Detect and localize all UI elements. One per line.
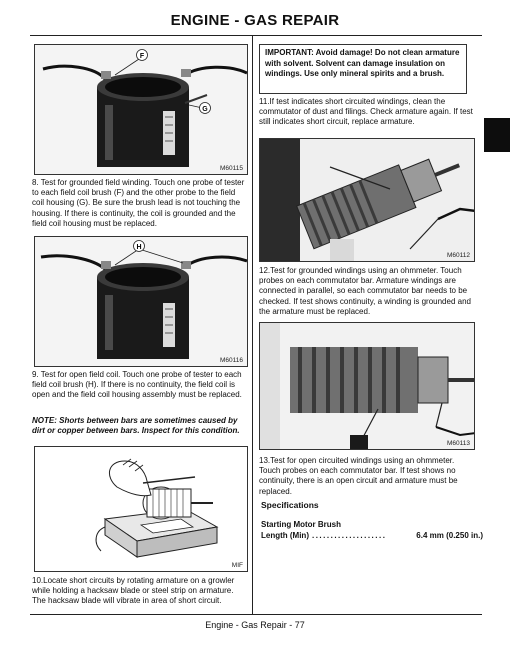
callout-H: H bbox=[136, 244, 142, 251]
column-divider bbox=[252, 36, 253, 614]
specifications-heading: Specifications bbox=[261, 500, 319, 510]
growler-line-drawing bbox=[35, 447, 248, 572]
callout-G: G bbox=[202, 106, 208, 113]
title-rule bbox=[30, 35, 482, 36]
figure-code: M60113 bbox=[446, 440, 470, 447]
field-coil-open-test-illustration bbox=[35, 237, 248, 367]
step-8-text: 8. Test for grounded field winding. Touch one probe of tester to each field coil brush (F) and the other probe to the field coil housing (G). Be sure the brush lead is not touching the housing. If there is continuity, the coil is grounded and the field coil housing must be replaced. bbox=[32, 178, 245, 228]
armature-photo-open bbox=[260, 323, 475, 450]
figure-code: M60115 bbox=[219, 165, 243, 172]
figure-armature-ground-test bbox=[259, 138, 475, 262]
figure-field-coil-ground-test bbox=[34, 44, 248, 175]
note-text: NOTE: Shorts between bars are sometimes caused by dirt or copper between bars. Inspect for this condition. bbox=[32, 416, 240, 436]
figure-open-field-coil-test bbox=[34, 236, 248, 367]
important-notice: IMPORTANT: Avoid damage! Do not clean armature with solvent. Solvent can damage insulation on windings. Use only mineral spirits and a brush. bbox=[259, 44, 467, 94]
spec-leader: .................... bbox=[311, 531, 387, 540]
step-13-text: 13.Test for open circuited windings using an ohmmeter. Touch probes on each commutator bar. If test shows no continuity, there is an open circuit and armature must be replaced. bbox=[259, 456, 458, 496]
figure-code: M60116 bbox=[219, 357, 243, 364]
step-10-text: 10.Locate short circuits by rotating armature on a growler while holding a hacksaw blade or steel strip on armature. The hacksaw blade will vibrate in area of short circuit. bbox=[32, 576, 235, 606]
step-12-text: 12.Test for grounded windings using an ohmmeter. Touch probes on each commutator bar. Armature windings are connected in parallel, so each commutator bar needs to be checked. If test shows continuity, a winding is grounded and the armature must be replaced. bbox=[259, 266, 471, 316]
figure-armature-open-test bbox=[259, 322, 475, 450]
field-coil-housing-illustration bbox=[35, 45, 248, 175]
step-11-text: 11.If test indicates short circuited windings, clean the commutator of dust and filings. Check armature again. If test still indicates short circuit, replace armature. bbox=[259, 97, 473, 127]
page-footer: Engine - Gas Repair - 77 bbox=[205, 620, 305, 630]
callout-F: F bbox=[139, 53, 145, 60]
section-tab bbox=[484, 118, 510, 152]
spec-row-brush-length bbox=[261, 531, 483, 540]
step-9-text: 9. Test for open field coil. Touch one probe of tester to each field coil brush (H). If there is no continuity, the field coil is open and the field coil housing assembly must be replaced. bbox=[32, 370, 242, 400]
specifications-subheading: Starting Motor Brush bbox=[261, 520, 341, 529]
figure-code: MIF bbox=[231, 562, 243, 569]
page-title: ENGINE - GAS REPAIR bbox=[170, 12, 340, 29]
footer-rule bbox=[30, 614, 482, 615]
figure-code: M60112 bbox=[446, 252, 470, 259]
spec-label: Length (Min) bbox=[261, 531, 309, 540]
figure-growler bbox=[34, 446, 248, 572]
armature-photo-ground bbox=[260, 139, 475, 262]
spec-value: 6.4 mm (0.250 in.) bbox=[416, 531, 483, 540]
